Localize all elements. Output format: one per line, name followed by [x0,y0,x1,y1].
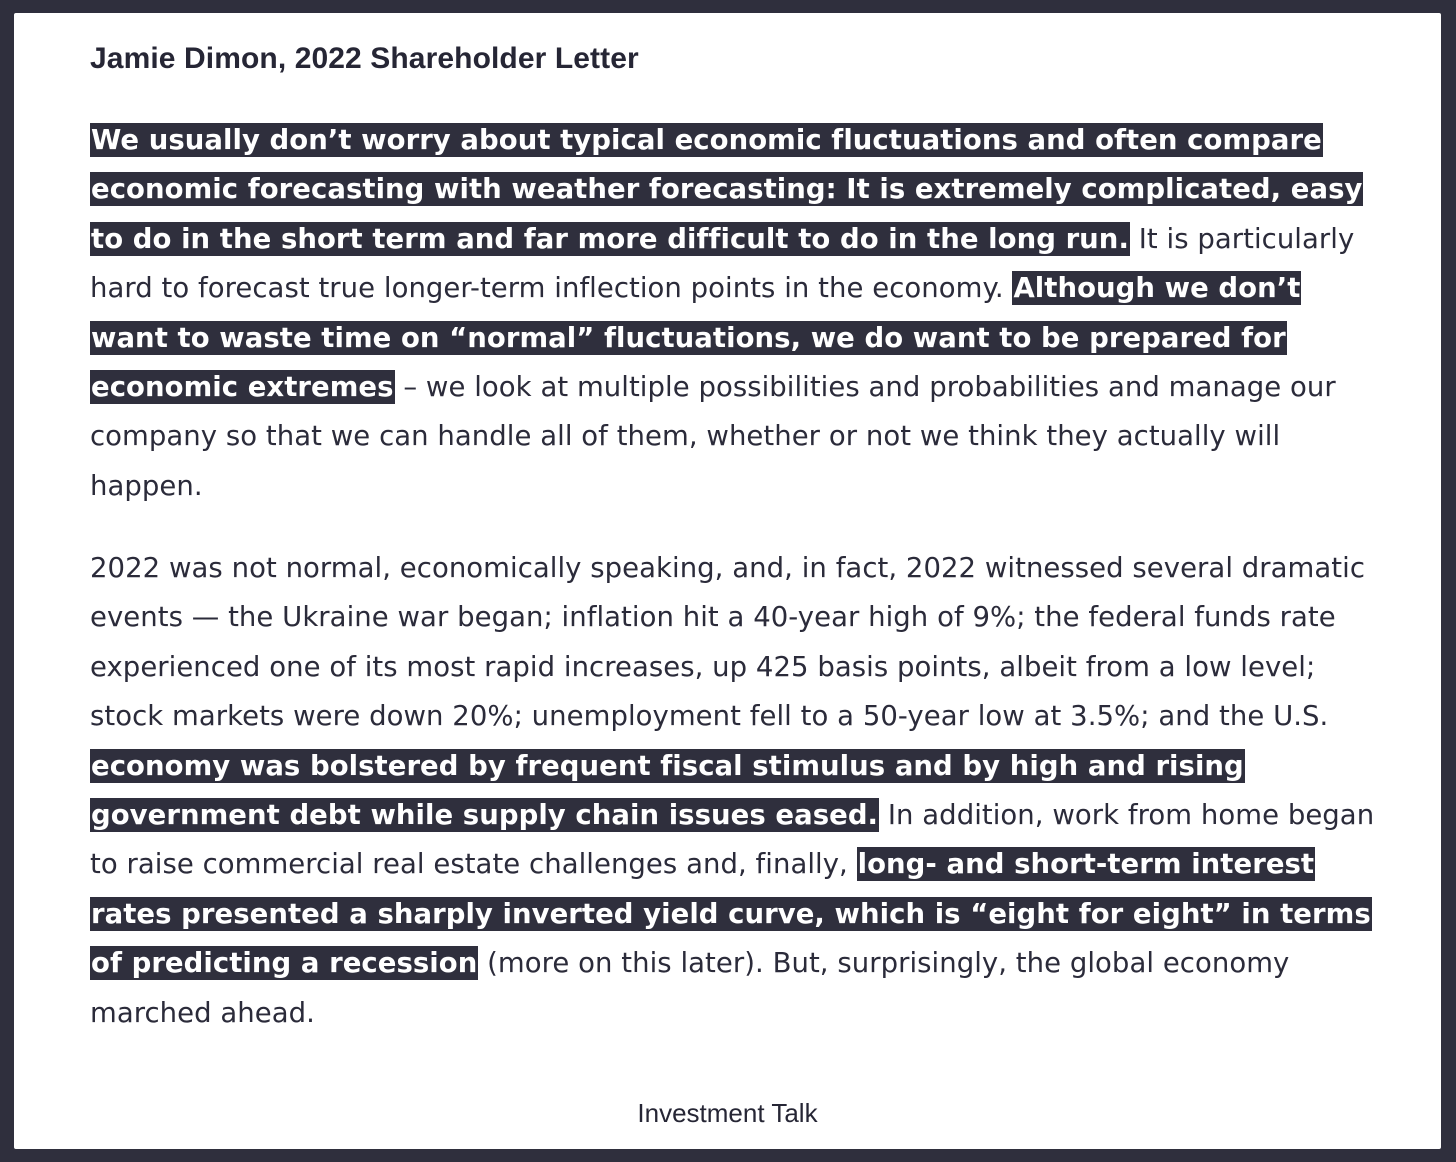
text-passage: (more on this later). But, surprisingly, the global economy marched ahead. [90,947,1290,1029]
footer-source: Investment Talk [637,1098,818,1128]
quote-card [14,13,1441,1149]
text-passage: It is particularly hard to forecast true longer-term inflection points in the economy. [90,222,1355,305]
highlighted-passage: Although we don’t want to waste time on “normal” fluctuations, we do want to be prepared for economic extremes [91,272,1301,404]
highlighted-passage: long- and short-term interest rates presented a sharply inverted yield curve, which is “eight for eight” in terms of predicting a recession [91,848,1371,980]
paragraph-2 [90,544,1380,1038]
text-passage: 2022 was not normal, economically speaking, and, in fact, 2022 witnessed several dramatic events — the Ukraine war began; inflation hit a 40-year high of 9%; the federal funds rate experienced one of its most rapid increases, up 425 basis points, albeit from a low level; stock markets were down 20%; unemployment fell to a 50-year low at 3.5%; and the U.S. [90,552,1365,733]
highlighted-passage: economy was bolstered by frequent fiscal stimulus and by high and rising government debt while supply chain issues eased. [91,749,1244,832]
paragraph-1 [90,116,1380,511]
text-passage: In addition, work from home began to raise commercial real estate challenges and, finally, [90,799,1375,881]
highlighted-passage: We usually don’t worry about typical economic fluctuations and often compare economic forecasting with weather forecasting: It is extremely complicated, easy to do in the short term and far more difficult to do in the long run. [91,124,1363,255]
text-passage: – we look at multiple possibilities and probabilities and manage our company so that we can handle all of them, whether or not we think they actually will happen. [90,371,1336,502]
document-title: Jamie Dimon, 2022 Shareholder Letter [90,42,639,75]
